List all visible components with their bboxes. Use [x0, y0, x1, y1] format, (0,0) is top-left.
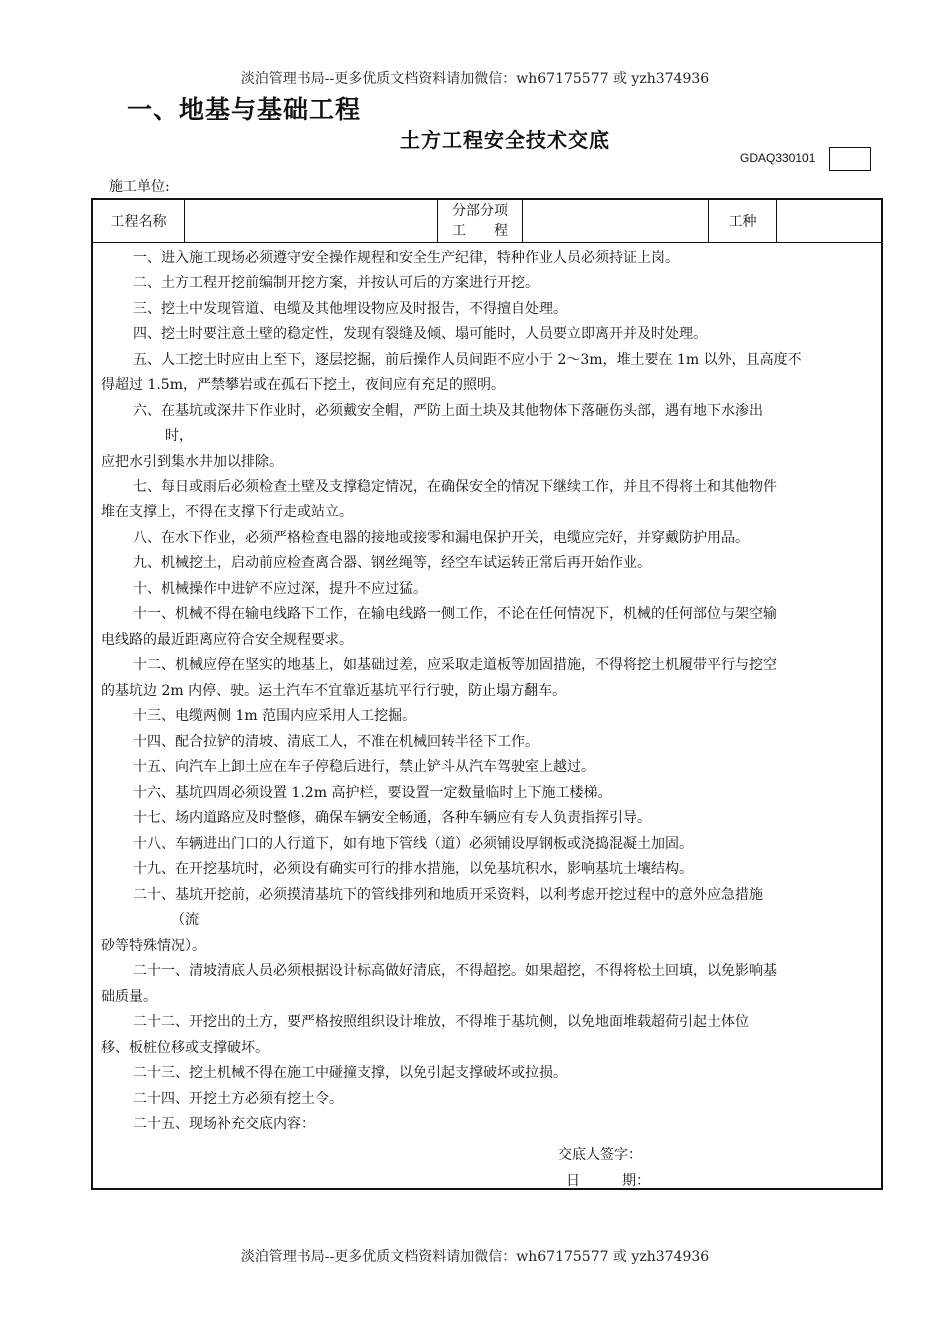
list-item: 二十一、清坡清底人员必须根据设计标高做好清底，不得超挖。如果超挖，不得将松土回填，以免影响基 — [133, 963, 777, 979]
list-item: 十五、向汽车上卸土应在车子停稳后进行，禁止铲斗从汽车驾驶室上越过。 — [133, 759, 595, 775]
sub-project-field[interactable] — [523, 200, 709, 242]
list-item: 八、在水下作业，必须严格检查电器的接地或接零和漏电保护开关，电缆应完好，并穿戴防护用品。 — [133, 530, 749, 546]
list-item: 二十、基坑开挖前，必须摸清基坑下的管线排列和地质开采资料，以利考虑开挖过程中的意外应急措施 — [133, 887, 763, 903]
list-item: 的基坑边 2m 内停、驶。运土汽车不宜靠近基坑平行行驶，防止塌方翻车。 — [101, 683, 567, 699]
list-item: 十、机械操作中进铲不应过深，提升不应过猛。 — [133, 581, 427, 597]
section-title: 一、地基与基础工程 — [127, 95, 362, 124]
work-type-field[interactable] — [777, 200, 881, 242]
doc-code: GDAQ330101 — [740, 151, 816, 165]
sub-project-label-line1: 分部分项 — [452, 203, 508, 219]
list-item: 三、挖土中发现管道、电缆及其他埋设物应及时报告，不得擅自处理。 — [133, 301, 567, 317]
table-header-row — [93, 200, 881, 243]
list-item: 十二、机械应停在坚实的地基上，如基础过差，应采取走道板等加固措施，不得将挖土机履带平行与挖空 — [133, 657, 777, 673]
list-item: 一、进入施工现场必须遵守安全操作规程和安全生产纪律，特种作业人员必须持证上岗。 — [133, 250, 679, 266]
list-item: 堆在支撑上，不得在支撑下行走或站立。 — [101, 504, 353, 520]
list-item: 得超过 1.5m，严禁攀岩或在孤石下挖土，夜间应有充足的照明。 — [101, 377, 505, 393]
project-name-field[interactable] — [185, 200, 438, 242]
list-item: 砂等特殊情况）。 — [101, 938, 206, 954]
list-item: 十四、配合拉铲的清坡、清底工人，不准在机械回转半径下工作。 — [133, 734, 539, 750]
list-item: （流 — [171, 912, 199, 928]
list-item: 应把水引到集水井加以排除。 — [101, 454, 283, 470]
footer-watermark: 淡泊管理书局--更多优质文档资料请加微信：wh67175577 或 yzh374936 — [240, 1249, 710, 1265]
code-box[interactable] — [829, 147, 871, 171]
sub-project-label — [438, 200, 523, 242]
list-item: 二十五、现场补充交底内容： — [133, 1116, 315, 1132]
list-item: 移、板桩位移或支撑破坏。 — [101, 1040, 269, 1056]
list-item: 五、人工挖土时应由上至下，逐层挖掘，前后操作人员间距不应小于 2～3m，堆土要在 1m 以外，且高度不 — [133, 352, 802, 368]
list-item: 六、在基坑或深井下作业时，必须戴安全帽，严防上面土块及其他物体下落砸伤头部，遇有地下水渗出 — [133, 403, 763, 419]
list-item: 四、挖土时要注意土壁的稳定性，发现有裂缝及倾、塌可能时，人员要立即离开并及时处理。 — [133, 326, 707, 342]
list-item: 十七、场内道路应及时整修，确保车辆安全畅通，各种车辆应有专人负责指挥引导。 — [133, 810, 651, 826]
doc-title: 土方工程安全技术交底 — [400, 128, 610, 152]
list-item: 二、土方工程开挖前编制开挖方案，并按认可后的方案进行开挖。 — [133, 275, 539, 291]
list-item: 二十二、开挖出的土方，要严格按照组织设计堆放，不得堆于基坑侧，以免地面堆载超荷引起土体位 — [133, 1014, 749, 1030]
list-item: 十六、基坑四周必须设置 1.2m 高护栏，要设置一定数量临时上下施工楼梯。 — [133, 785, 612, 801]
list-item: 时， — [165, 428, 193, 444]
project-name-label: 工程名称 — [93, 200, 185, 242]
list-item: 十一、机械不得在输电线路下工作，在输电线路一侧工作，不论在任何情况下，机械的任何部位与架空输 — [133, 606, 777, 622]
sub-project-label-line2: 工 程 — [452, 223, 508, 239]
work-type-label: 工种 — [709, 200, 777, 242]
header-watermark: 淡泊管理书局--更多优质文档资料请加微信：wh67175577 或 yzh374936 — [240, 71, 710, 87]
list-item: 二十三、挖土机械不得在施工中碰撞支撑，以免引起支撑破坏或拉损。 — [133, 1065, 567, 1081]
construction-unit-label: 施工单位: — [109, 179, 170, 195]
date-label: 日 期： — [566, 1173, 650, 1189]
briefing-table — [91, 198, 883, 1190]
list-item: 十九、在开挖基坑时，必须设有确实可行的排水措施，以免基坑积水，影响基坑土壤结构。 — [133, 861, 693, 877]
list-item: 二十四、开挖土方必须有挖土令。 — [133, 1091, 343, 1107]
list-item: 九、机械挖土，启动前应检查离合器、钢丝绳等，经空车试运转正常后再开始作业。 — [133, 555, 651, 571]
signer-label: 交底人签字： — [558, 1147, 642, 1163]
list-item: 十三、电缆两侧 1m 范围内应采用人工挖掘。 — [133, 708, 417, 724]
list-item: 十八、车辆进出门口的人行道下，如有地下管线（道）必须铺设厚钢板或浇捣混凝土加固。 — [133, 836, 693, 852]
list-item: 七、每日或雨后必须检查土壁及支撑稳定情况，在确保安全的情况下继续工作，并且不得将土和其他物件 — [133, 479, 777, 495]
list-item: 础质量。 — [101, 989, 157, 1005]
list-item: 电线路的最近距离应符合安全规程要求。 — [101, 632, 353, 648]
